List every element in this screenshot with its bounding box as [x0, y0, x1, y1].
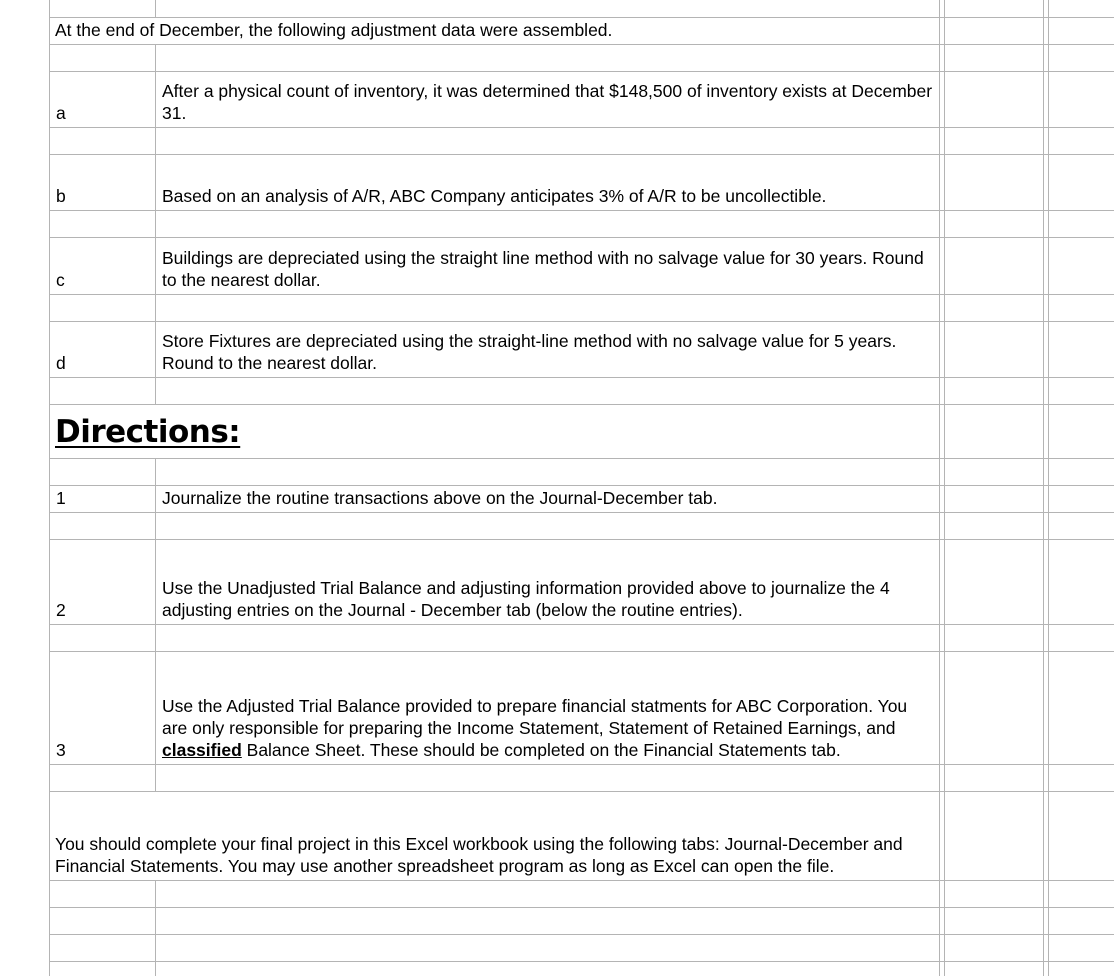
row-divider [49, 294, 1114, 295]
direction-number[interactable]: 2 [56, 600, 66, 620]
direction-text-part: Balance Sheet. These should be completed on the Financial Statements tab. [241, 740, 841, 760]
adjustment-label[interactable]: b [56, 186, 66, 206]
direction-text-part: Use the Adjusted Trial Balance provided to prepare financial statments for ABC Corporation. You are only responsible for preparing the Income Statement, Statement of Retained Earnings, and [162, 696, 908, 738]
adjustment-label[interactable]: a [56, 103, 66, 123]
directions-heading-cell[interactable] [50, 405, 450, 458]
direction-number[interactable]: 3 [56, 740, 66, 760]
direction-text-content [162, 695, 935, 761]
row-divider [49, 764, 1114, 765]
direction-number[interactable]: 1 [56, 488, 66, 508]
row-divider [49, 210, 1114, 211]
adjustment-description[interactable]: After a physical count of inventory, it was determined that $148,500 of inventory exists at December 31. [162, 81, 933, 123]
direction-text[interactable] [156, 652, 939, 764]
adjustment-description[interactable]: Buildings are depreciated using the straight line method with no salvage value for 30 years. Round to the nearest dollar. [162, 248, 924, 290]
row-divider [49, 624, 1114, 625]
column-divider [1048, 0, 1049, 976]
adjustment-label[interactable]: c [56, 270, 65, 290]
closing-note[interactable]: You should complete your final project in this Excel workbook using the following tabs: Journal-December and Financial Statements. You may use another spreadsheet program as long as Excel can open the file. [50, 792, 939, 880]
intro-text[interactable]: At the end of December, the following adjustment data were assembled. [50, 18, 939, 44]
row-divider [49, 934, 1114, 935]
adjustment-label[interactable]: d [56, 353, 66, 373]
adjustment-description[interactable]: Based on an analysis of A/R, ABC Company anticipates 3% of A/R to be uncollectible. [162, 186, 827, 206]
column-divider [939, 0, 940, 976]
row-divider [49, 127, 1114, 128]
adjustment-description[interactable]: Store Fixtures are depreciated using the straight-line method with no salvage value for 5 years. Round to the nearest dollar. [162, 331, 897, 373]
row-divider [49, 907, 1114, 908]
directions-heading: Directions: [55, 413, 241, 450]
column-divider [944, 0, 945, 976]
column-divider [1043, 0, 1044, 976]
row-divider [49, 961, 1114, 962]
row-divider [49, 880, 1114, 881]
direction-text[interactable]: Use the Unadjusted Trial Balance and adjusting information provided above to journalize the 4 adjusting entries on the Journal - December tab (below the routine entries). [162, 578, 890, 620]
direction-text[interactable]: Journalize the routine transactions above on the Journal-December tab. [162, 488, 718, 508]
row-divider [49, 458, 1114, 459]
row-divider [49, 512, 1114, 513]
row-divider [49, 44, 1114, 45]
row-divider [49, 377, 1114, 378]
emphasis-classified: classified [162, 740, 242, 760]
